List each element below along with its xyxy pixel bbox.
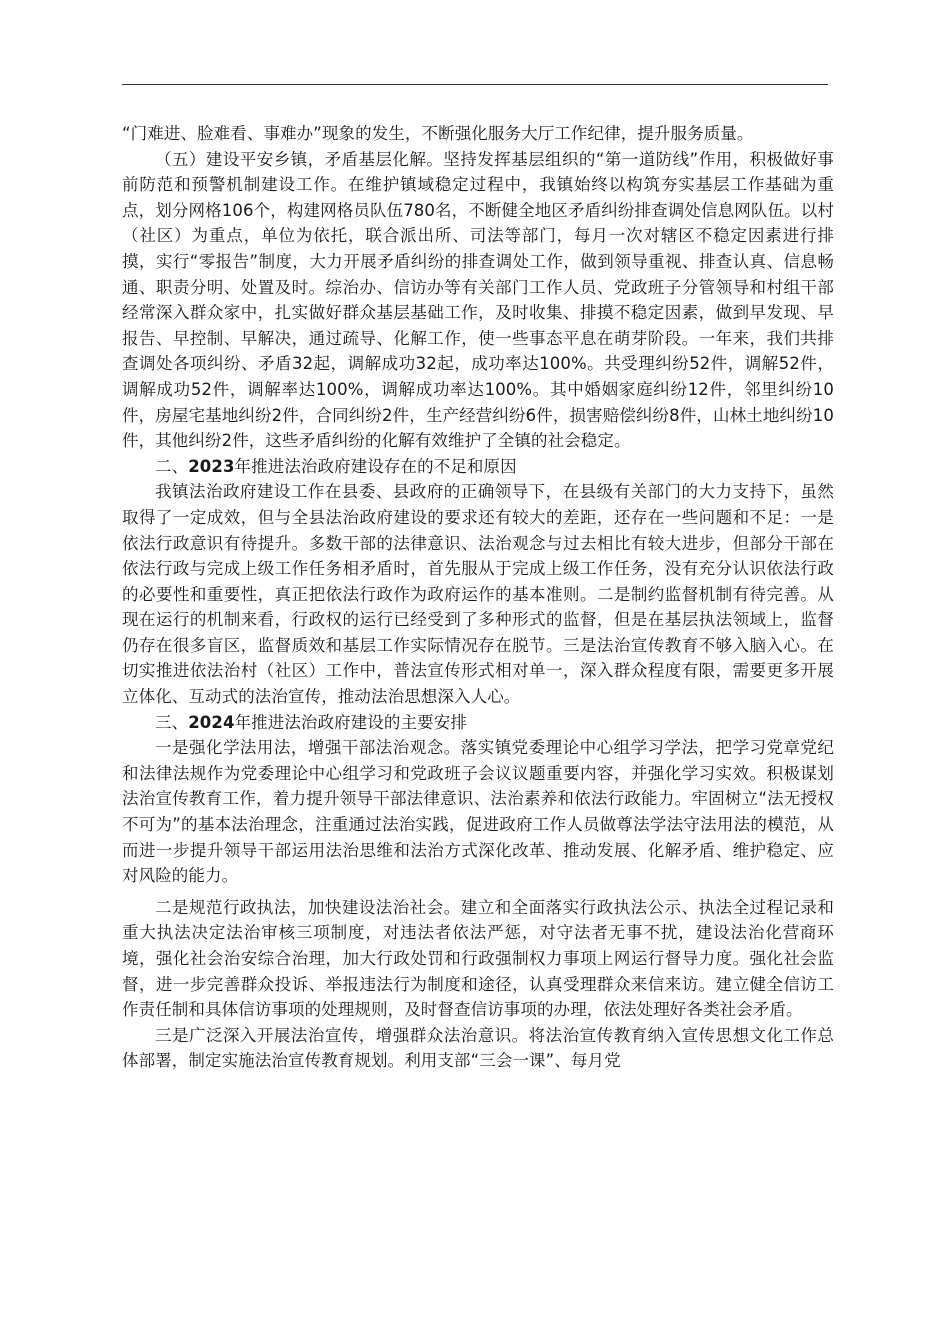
- section-heading-2023-shortcomings: [122, 454, 834, 480]
- paragraph-service-hall: “门难进、脸难看、事难办”现象的发生，不断强化服务大厅工作纪律，提升服务质量。: [122, 124, 754, 143]
- document-body: [122, 121, 834, 1074]
- heading-text: 年推进法治政府建设存在的不足和原因: [234, 456, 517, 476]
- header-rule: [122, 84, 828, 85]
- heading-year: 2023: [188, 456, 235, 476]
- heading-prefix: 三、: [155, 712, 189, 732]
- paragraph-safe-township: （五）建设平安乡镇，矛盾基层化解。坚持发挥基层组织的“第一道防线”作用，积极做好事前防范和预警机制建设工作。在维护镇域稳定过程中，我镇始终以构筑夯实基层工作基础为重点，划分网格106个，构建网格员队伍780名，不断健全地区矛盾纠纷排查调处信息网队伍。以村（社区）为重点，单位为依托，联合派出所、司法等部门，每月一次对辖区不稳定因素进行排摸，实行“零报告”制度，大力开展矛盾纠纷的排查调处工作，做到领导重视、排查认真、信息畅通、职责分明、处置及时。综治办、信访办等有关部门工作人员、党政班子分管领导和村组干部经常深入群众家中，扎实做好群众基层基础工作，及时收集、排摸不稳定因素，做到早发现、早报告、早控制、早解决，通过疏导、化解工作，使一些事态平息在萌芽阶段。一年来，我们共排查调处各项纠纷、矛盾32起，调解成功32起，成功率达100%。共受理纠纷52件，调解52件，调解成功52件，调解率达100%，调解成功率达100%。其中婚姻家庭纠纷12件，邻里纠纷10件，房屋宅基地纠纷2件，合同纠纷2件，生产经营纠纷6件，损害赔偿纠纷8件，山林土地纠纷10件，其他纠纷2件，这些矛盾纠纷的化解有效维护了全镇的社会稳定。: [122, 149, 834, 451]
- heading-prefix: 二、: [155, 456, 189, 476]
- paragraph-plan-publicity: 三是广泛深入开展法治宣传，增强群众法治意识。将法治宣传教育纳入宣传思想文化工作总体部署，制定实施法治宣传教育规划。利用支部“三会一课”、每月党: [122, 1025, 834, 1071]
- heading-text: 年推进法治政府建设的主要安排: [234, 712, 467, 732]
- section-heading-2024-plans: [122, 710, 834, 736]
- paragraph-plan-study-law: 一是强化学法用法，增强干部法治观念。落实镇党委理论中心组学习学法，把学习党章党纪和法律法规作为党委理论中心组学习和党政班子会议议题重要内容，并强化学习实效。积极谋划法治宣传教育工作，着力提升领导干部法律意识、法治素养和依法行政能力。牢固树立“法无授权不可为”的基本法治理念，注重通过法治实践，促进政府工作人员做尊法学法守法用法的模范，从而进一步提升领导干部运用法治思维和法治方式深化改革、推动发展、化解矛盾、维护稳定、应对风险的能力。: [122, 738, 834, 886]
- paragraph-plan-law-enforcement: 二是规范行政执法，加快建设法治社会。建立和全面落实行政执法公示、执法全过程记录和重大执法决定法治审核三项制度，对违法者依法严惩，对守法者无事不扰，建设法治化营商环境，强化社会治安综合治理，加大行政处罚和行政强制权力事项上网运行督导力度。强化社会监督，进一步完善群众投诉、举报违法行为制度和途径，认真受理群众来信来访。建立健全信访工作责任制和具体信访事项的处理规则，及时督查信访事项的办理，依法处理好各类社会矛盾。: [122, 897, 834, 1020]
- paragraph-shortcomings: 我镇法治政府建设工作在县委、县政府的正确领导下，在县级有关部门的大力支持下，虽然取得了一定成效，但与全县法治政府建设的要求还有较大的差距，还存在一些问题和不足：一是依法行政意识有待提升。多数干部的法律意识、法治观念与过去相比有较大进步，但部分干部在依法行政与完成上级工作任务相矛盾时，首先服从于完成上级工作任务，没有充分认识依法行政的必要性和重要性，真正把依法行政作为政府运作的基本准则。二是制约监督机制有待完善。从现在运行的机制来看，行政权的运行已经受到了多种形式的监督，但是在基层执法领域上，监督仍存在很多盲区，监督质效和基层工作实际情况存在脱节。三是法治宣传教育不够入脑入心。在切实推进依法治村（社区）工作中，普法宣传形式相对单一，深入群众程度有限，需要更多开展立体化、互动式的法治宣传，推动法治思想深入人心。: [122, 482, 834, 707]
- heading-year: 2024: [188, 712, 235, 732]
